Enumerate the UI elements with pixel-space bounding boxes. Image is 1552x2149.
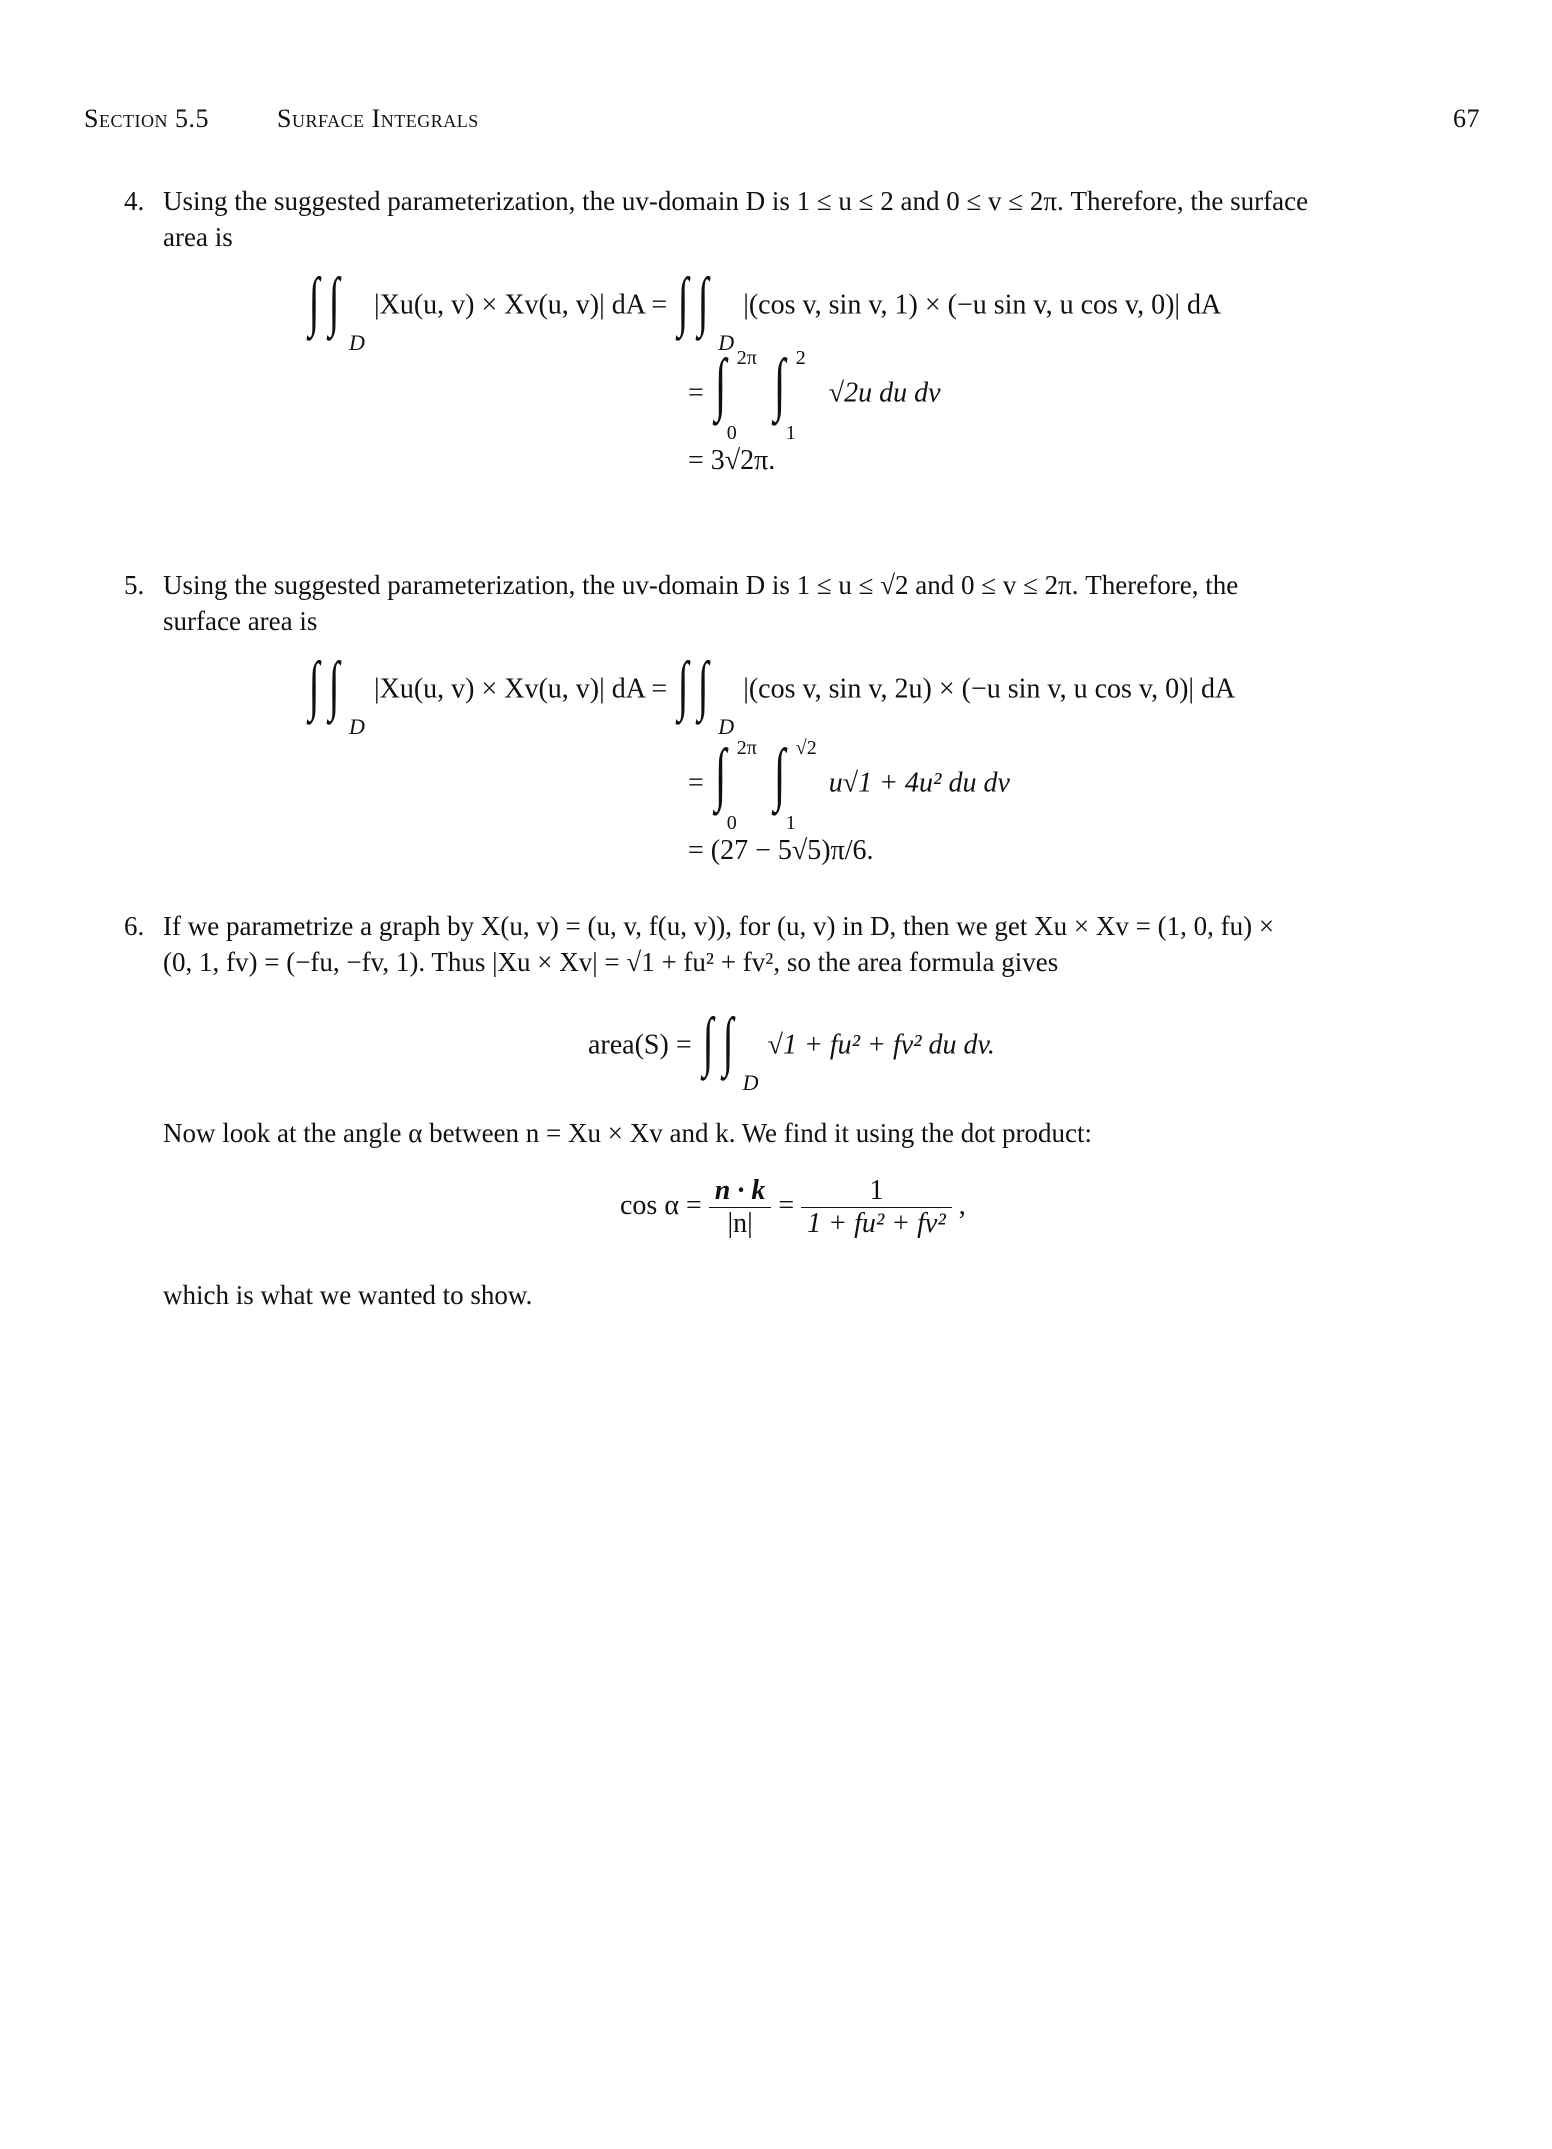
problem-5-line1: Using the suggested parameterization, the uv-domain D is 1 ≤ u ≤ √2 and 0 ≤ v ≤ 2π. Therefore, the [163, 570, 1239, 600]
cosine-formula: cos α = $\frac{n \cdot k}{|n|}$ = $\frac{1}{\text{1 + fu² + fv²}}$ , [620, 1175, 966, 1239]
section-title: Surface Integrals [277, 104, 479, 133]
problem-6-line4: which is what we wanted to show. [163, 1280, 533, 1310]
problem-6-line2: (0, 1, fv) = (−fu, −fv, 1). Thus |Xu × Xv| = √1 + fu² + fv², so the area formula gives [163, 947, 1059, 977]
integral-symbol: ∫ 2 1 [773, 346, 806, 444]
fraction-denominator: 1 + fu² + fv² [801, 1207, 952, 1240]
double-integral-symbol: ∫ ∫ D [308, 265, 365, 355]
fraction-n-dot-k [709, 1175, 772, 1240]
section-label: Section 5.5 [84, 104, 209, 133]
integral-symbol: ∫ √2 1 [773, 736, 817, 834]
problem-6-number: 6. [124, 911, 145, 941]
fraction-numerator: n · k [714, 1175, 766, 1206]
problem-4-integrand: √2u du dv [828, 377, 941, 409]
page-number: 67 [1453, 104, 1480, 133]
fraction-denominator: |n| [709, 1207, 772, 1240]
double-integral-symbol: ∫ ∫ D [308, 649, 365, 739]
area-formula-lhs: area(S) = [588, 1029, 692, 1061]
cosine-formula-lhs: cos α = [620, 1189, 702, 1221]
area-formula [588, 1005, 995, 1095]
double-integral-symbol: ∫ ∫ D [677, 649, 735, 739]
problem-5-integrand: u√1 + 4u² du dv [828, 767, 1010, 799]
double-integral-symbol: ∫ ∫ D [677, 265, 735, 355]
problem-4-number: 4. [124, 186, 145, 216]
problem-5-eq-lhs: |Xu(u, v) × Xv(u, v)| dA = [374, 673, 668, 705]
fraction-one-over [801, 1175, 952, 1240]
problem-5-equation-line2: = ∫ 2π 0 ∫ √2 1 u√1 + 4u² du dv [688, 736, 1010, 834]
problem-5-line2: surface area is [163, 606, 318, 636]
integral-symbol: ∫ 2π 0 [714, 736, 757, 834]
problem-4-line1: Using the suggested parameterization, the uv-domain D is 1 ≤ u ≤ 2 and 0 ≤ v ≤ 2π. Therefore, the surface [163, 186, 1309, 216]
problem-4-eq-rhs: |(cos v, sin v, 1) × (−u sin v, u cos v, 0)| dA [743, 289, 1222, 321]
problem-4-result: = 3√2π. [688, 445, 776, 476]
problem-6-line3: Now look at the angle α between n = Xu × Xv and k. We find it using the dot product: [163, 1118, 1093, 1148]
problem-5-eq-rhs: |(cos v, sin v, 2u) × (−u sin v, u cos v, 0)| dA [743, 673, 1236, 705]
problem-5-equation-line1 [305, 649, 1236, 739]
problem-6-line1: If we parametrize a graph by X(u, v) = (u, v, f(u, v)), for (u, v) in D, then we get Xu × Xv = (1, 0, fu) × [163, 911, 1275, 941]
integral-symbol: ∫ 2π 0 [714, 346, 757, 444]
problem-4-equation-line2: = ∫ 2π 0 ∫ 2 1 √2u du dv [688, 346, 941, 444]
problem-5-result: = (27 − 5√5)π/6. [688, 835, 874, 866]
fraction-numerator: 1 [869, 1175, 884, 1206]
double-integral-symbol: ∫ ∫ D [702, 1005, 759, 1095]
problem-5-number: 5. [124, 570, 145, 600]
problem-4-eq-lhs: |Xu(u, v) × Xv(u, v)| dA = [374, 289, 668, 321]
problem-4-line2: area is [163, 222, 233, 252]
area-formula-integrand: √1 + fu² + fv² du dv. [767, 1029, 995, 1061]
problem-4-equation-line1 [305, 265, 1222, 355]
